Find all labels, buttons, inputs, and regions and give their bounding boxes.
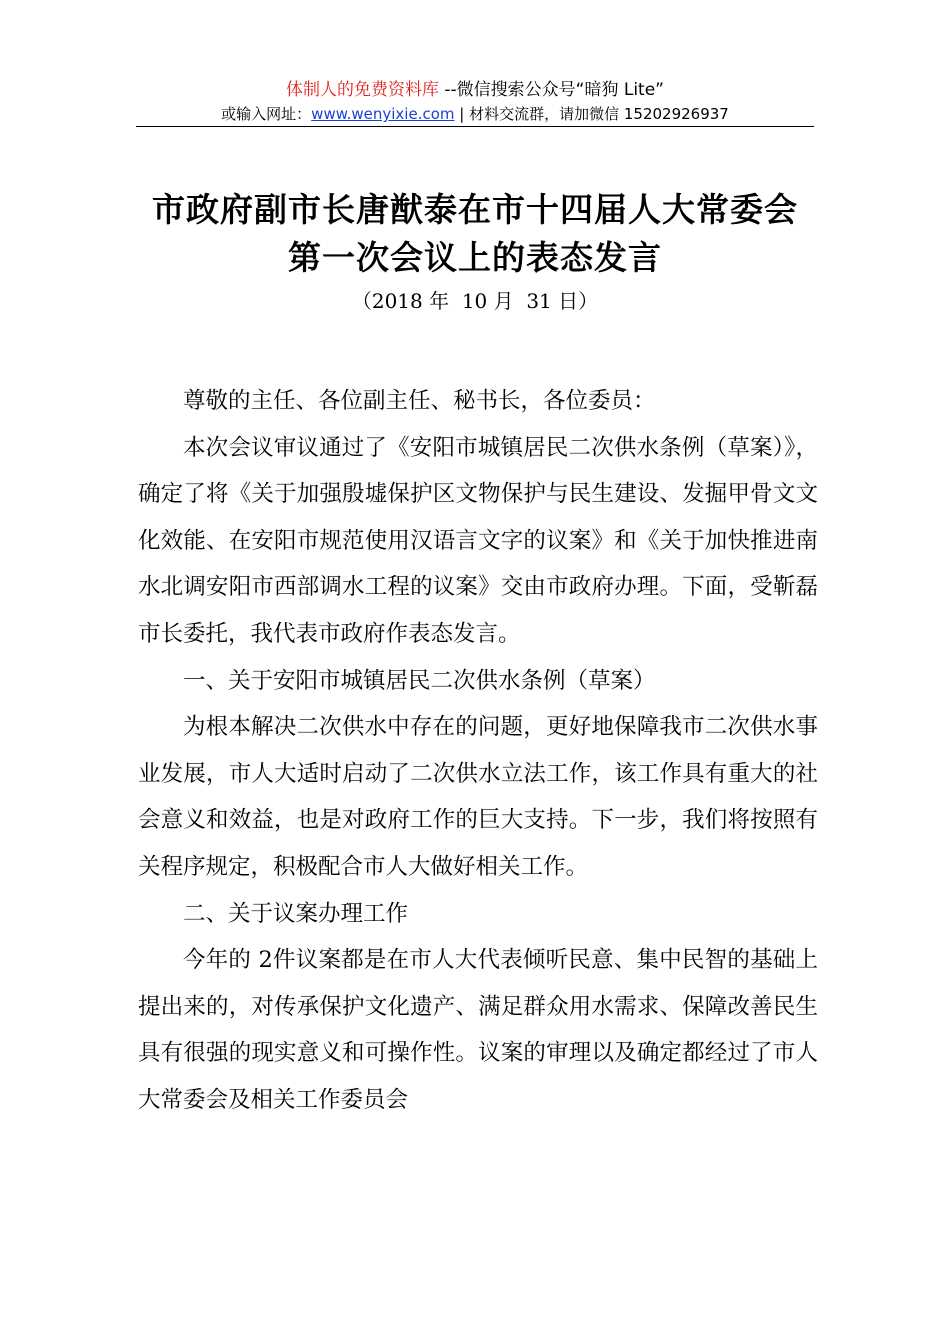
section-heading-2: 二、关于议案办理工作 [183,900,409,927]
document-body [138,378,818,1124]
site-prefix: 或输入网址： [221,105,312,123]
title-line-1: 市政府副市长唐猷泰在市十四届人大常委会 [152,190,798,229]
title-line-2: 第一次会议上的表态发言 [288,238,662,277]
contact-text: | 材料交流群，请加微信 15202926937 [454,105,729,123]
brand-text: 体制人的免费资料库 [285,80,439,100]
paragraph-intro: 本次会议审议通过了《安阳市城镇居民二次供水条例（草案）》，确定了将《关于加强殷墟保护区文物保护与民生建设、发掘甲骨文文化效能、在安阳市规范使用汉语言文字的议案》和《关于加快推进南水北调安阳市西部调水工程的议案》交由市政府办理。下面，受靳磊市长委托，我代表市政府作表态发言。 [138,434,818,647]
paragraph-section-1: 为根本解决二次供水中存在的问题，更好地保障我市二次供水事业发展，市人大适时启动了二次供水立法工作，该工作具有重大的社会意义和效益，也是对政府工作的巨大支持。下一步，我们将按照有关程序规定，积极配合市人大做好相关工作。 [138,714,818,880]
greeting: 尊敬的主任、各位副主任、秘书长，各位委员： [183,388,656,414]
paragraph-section-2: 今年的 2件议案都是在市人大代表倾听民意、集中民智的基础上提出来的，对传承保护文化遗产、满足群众用水需求、保障改善民生具有很强的现实意义和可操作性。议案的审理以及确定都经过了市人大常委会及相关工作委员会 [138,947,818,1113]
section-heading-1: 一、关于安阳市城镇居民二次供水条例（草案） [183,667,656,694]
header-divider [136,126,814,127]
document-title [100,186,850,282]
header-line-1 [136,78,814,102]
page-header [136,78,814,126]
search-hint: --微信搜索公众号“暗狗 Lite” [438,80,664,100]
document-date: （2018 年 10 月 31 日） [351,289,599,313]
site-url-link[interactable]: www.wenyixie.com [311,105,455,123]
header-line-2 [136,102,814,126]
